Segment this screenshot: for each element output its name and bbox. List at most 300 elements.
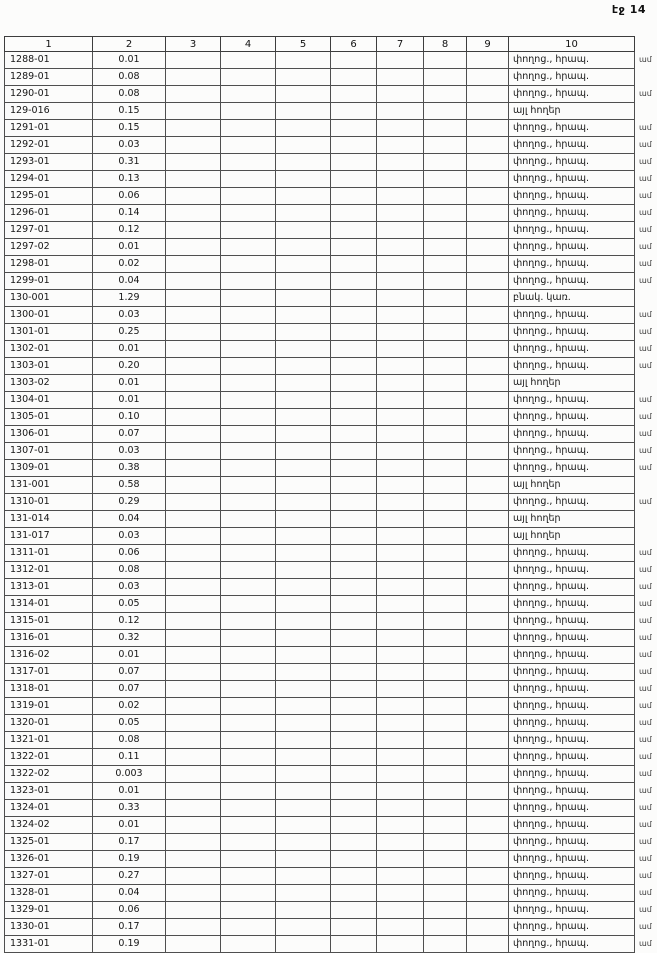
empty-cell bbox=[424, 579, 467, 596]
value-cell: 0.06 bbox=[93, 902, 166, 919]
code-cell: 1316-01 bbox=[5, 630, 93, 647]
empty-cell bbox=[276, 443, 331, 460]
code-cell: 1303-01 bbox=[5, 358, 93, 375]
value-cell: 0.03 bbox=[93, 137, 166, 154]
margin-note: ամ bbox=[639, 327, 652, 336]
empty-cell bbox=[331, 698, 377, 715]
empty-cell bbox=[166, 273, 221, 290]
value-cell: 0.01 bbox=[93, 52, 166, 69]
empty-cell bbox=[166, 936, 221, 953]
empty-cell bbox=[166, 324, 221, 341]
table-row bbox=[5, 698, 657, 715]
empty-cell bbox=[467, 392, 509, 409]
code-cell: 1329-01 bbox=[5, 902, 93, 919]
empty-cell bbox=[467, 698, 509, 715]
value-cell: 0.01 bbox=[93, 341, 166, 358]
category-cell: փողոց., հրապ. bbox=[509, 358, 635, 375]
table-row bbox=[5, 613, 657, 630]
empty-cell bbox=[331, 273, 377, 290]
code-cell: 1316-02 bbox=[5, 647, 93, 664]
category-cell: փողոց., հրապ. bbox=[509, 86, 635, 103]
empty-cell bbox=[276, 902, 331, 919]
empty-cell bbox=[331, 834, 377, 851]
empty-cell bbox=[467, 902, 509, 919]
empty-cell bbox=[377, 290, 424, 307]
empty-cell bbox=[276, 494, 331, 511]
code-cell: 1291-01 bbox=[5, 120, 93, 137]
empty-cell bbox=[424, 868, 467, 885]
empty-cell bbox=[377, 936, 424, 953]
empty-cell bbox=[377, 239, 424, 256]
empty-cell bbox=[276, 851, 331, 868]
category-cell: փողոց., հրապ. bbox=[509, 409, 635, 426]
code-cell: 1293-01 bbox=[5, 154, 93, 171]
empty-cell bbox=[467, 222, 509, 239]
empty-cell bbox=[221, 222, 276, 239]
empty-cell bbox=[377, 154, 424, 171]
value-cell: 0.01 bbox=[93, 392, 166, 409]
empty-cell bbox=[221, 375, 276, 392]
margin-note bbox=[635, 477, 657, 494]
column-header-2: 2 bbox=[93, 37, 166, 52]
category-cell: փողոց., հրապ. bbox=[509, 766, 635, 783]
empty-cell bbox=[221, 86, 276, 103]
code-cell: 1305-01 bbox=[5, 409, 93, 426]
margin-note: ամ bbox=[639, 174, 652, 183]
empty-cell bbox=[467, 885, 509, 902]
empty-cell bbox=[424, 171, 467, 188]
empty-cell bbox=[467, 69, 509, 86]
empty-cell bbox=[424, 834, 467, 851]
code-cell: 1297-01 bbox=[5, 222, 93, 239]
empty-cell bbox=[377, 188, 424, 205]
code-cell: 1311-01 bbox=[5, 545, 93, 562]
empty-cell bbox=[276, 715, 331, 732]
empty-cell bbox=[276, 749, 331, 766]
empty-cell bbox=[467, 52, 509, 69]
empty-cell bbox=[467, 783, 509, 800]
empty-cell bbox=[424, 426, 467, 443]
empty-cell bbox=[276, 817, 331, 834]
empty-cell bbox=[467, 103, 509, 120]
empty-cell bbox=[424, 919, 467, 936]
empty-cell bbox=[331, 851, 377, 868]
code-cell: 1323-01 bbox=[5, 783, 93, 800]
empty-cell bbox=[467, 647, 509, 664]
category-cell: փողոց., հրապ. bbox=[509, 222, 635, 239]
empty-cell bbox=[221, 749, 276, 766]
empty-cell bbox=[221, 426, 276, 443]
table-row bbox=[5, 783, 657, 800]
empty-cell bbox=[221, 715, 276, 732]
empty-cell bbox=[276, 511, 331, 528]
empty-cell bbox=[424, 698, 467, 715]
empty-cell bbox=[331, 545, 377, 562]
empty-cell bbox=[166, 511, 221, 528]
margin-note: ամ bbox=[639, 854, 652, 863]
table-row bbox=[5, 443, 657, 460]
empty-cell bbox=[221, 868, 276, 885]
empty-cell bbox=[467, 205, 509, 222]
category-cell: փողոց., հրապ. bbox=[509, 69, 635, 86]
margin-note: ամ bbox=[639, 871, 652, 880]
empty-cell bbox=[377, 647, 424, 664]
empty-cell bbox=[166, 919, 221, 936]
empty-cell bbox=[166, 307, 221, 324]
empty-cell bbox=[377, 120, 424, 137]
category-cell: փողոց., հրապ. bbox=[509, 647, 635, 664]
empty-cell bbox=[221, 766, 276, 783]
empty-cell bbox=[424, 596, 467, 613]
empty-cell bbox=[424, 477, 467, 494]
value-cell: 0.15 bbox=[93, 103, 166, 120]
category-cell: փողոց., հրապ. bbox=[509, 817, 635, 834]
table-row bbox=[5, 69, 657, 86]
table-row bbox=[5, 290, 657, 307]
empty-cell bbox=[221, 273, 276, 290]
margin-note: ամ bbox=[639, 633, 652, 642]
code-cell: 1324-01 bbox=[5, 800, 93, 817]
empty-cell bbox=[166, 800, 221, 817]
category-cell: փողոց., հրապ. bbox=[509, 120, 635, 137]
code-cell: 1321-01 bbox=[5, 732, 93, 749]
table-row bbox=[5, 154, 657, 171]
empty-cell bbox=[166, 732, 221, 749]
value-cell: 0.08 bbox=[93, 732, 166, 749]
code-cell: 1300-01 bbox=[5, 307, 93, 324]
code-cell: 1288-01 bbox=[5, 52, 93, 69]
code-cell: 1322-01 bbox=[5, 749, 93, 766]
empty-cell bbox=[276, 52, 331, 69]
category-cell: փողոց., հրապ. bbox=[509, 460, 635, 477]
margin-note: ամ bbox=[639, 735, 652, 744]
margin-note bbox=[635, 69, 657, 86]
code-cell: 1320-01 bbox=[5, 715, 93, 732]
empty-cell bbox=[467, 324, 509, 341]
category-cell: փողոց., հրապ. bbox=[509, 205, 635, 222]
value-cell: 0.01 bbox=[93, 647, 166, 664]
value-cell: 0.05 bbox=[93, 715, 166, 732]
empty-cell bbox=[166, 290, 221, 307]
empty-cell bbox=[424, 528, 467, 545]
empty-cell bbox=[221, 596, 276, 613]
empty-cell bbox=[377, 817, 424, 834]
code-cell: 1327-01 bbox=[5, 868, 93, 885]
empty-cell bbox=[424, 766, 467, 783]
empty-cell bbox=[467, 681, 509, 698]
margin-note: ամ bbox=[639, 565, 652, 574]
empty-cell bbox=[377, 834, 424, 851]
code-cell: 1317-01 bbox=[5, 664, 93, 681]
table-row bbox=[5, 902, 657, 919]
empty-cell bbox=[377, 902, 424, 919]
empty-cell bbox=[424, 86, 467, 103]
table-row bbox=[5, 324, 657, 341]
category-cell: փողոց., հրապ. bbox=[509, 562, 635, 579]
empty-cell bbox=[377, 392, 424, 409]
margin-note: ամ bbox=[639, 752, 652, 761]
code-cell: 1295-01 bbox=[5, 188, 93, 205]
empty-cell bbox=[221, 545, 276, 562]
value-cell: 0.03 bbox=[93, 443, 166, 460]
empty-cell bbox=[424, 409, 467, 426]
empty-cell bbox=[467, 341, 509, 358]
empty-cell bbox=[424, 392, 467, 409]
empty-cell bbox=[467, 630, 509, 647]
empty-cell bbox=[424, 562, 467, 579]
empty-cell bbox=[221, 137, 276, 154]
empty-cell bbox=[166, 256, 221, 273]
empty-cell bbox=[331, 443, 377, 460]
category-cell: այլ հողեր bbox=[509, 375, 635, 392]
empty-cell bbox=[166, 69, 221, 86]
empty-cell bbox=[166, 851, 221, 868]
empty-cell bbox=[424, 137, 467, 154]
value-cell: 0.003 bbox=[93, 766, 166, 783]
empty-cell bbox=[377, 715, 424, 732]
empty-cell bbox=[166, 460, 221, 477]
code-cell: 1322-02 bbox=[5, 766, 93, 783]
empty-cell bbox=[331, 885, 377, 902]
table-row bbox=[5, 664, 657, 681]
empty-cell bbox=[166, 647, 221, 664]
empty-cell bbox=[166, 698, 221, 715]
empty-cell bbox=[377, 511, 424, 528]
table-row bbox=[5, 562, 657, 579]
empty-cell bbox=[424, 256, 467, 273]
value-cell: 0.19 bbox=[93, 936, 166, 953]
empty-cell bbox=[467, 579, 509, 596]
empty-cell bbox=[221, 800, 276, 817]
empty-cell bbox=[221, 936, 276, 953]
empty-cell bbox=[467, 256, 509, 273]
category-cell: այլ հողեր bbox=[509, 528, 635, 545]
empty-cell bbox=[166, 528, 221, 545]
code-cell: 1330-01 bbox=[5, 919, 93, 936]
empty-cell bbox=[331, 358, 377, 375]
category-cell: փողոց., հրապ. bbox=[509, 256, 635, 273]
empty-cell bbox=[424, 851, 467, 868]
table-row bbox=[5, 834, 657, 851]
empty-cell bbox=[166, 562, 221, 579]
empty-cell bbox=[331, 205, 377, 222]
empty-cell bbox=[377, 868, 424, 885]
empty-cell bbox=[467, 732, 509, 749]
table-row bbox=[5, 392, 657, 409]
empty-cell bbox=[377, 783, 424, 800]
value-cell: 0.32 bbox=[93, 630, 166, 647]
empty-cell bbox=[166, 749, 221, 766]
empty-cell bbox=[467, 426, 509, 443]
empty-cell bbox=[221, 613, 276, 630]
empty-cell bbox=[331, 477, 377, 494]
value-cell: 1.29 bbox=[93, 290, 166, 307]
empty-cell bbox=[331, 426, 377, 443]
empty-cell bbox=[221, 409, 276, 426]
value-cell: 0.15 bbox=[93, 120, 166, 137]
value-cell: 0.01 bbox=[93, 817, 166, 834]
value-cell: 0.12 bbox=[93, 613, 166, 630]
table-row bbox=[5, 222, 657, 239]
code-cell: 1298-01 bbox=[5, 256, 93, 273]
empty-cell bbox=[377, 443, 424, 460]
code-cell: 1299-01 bbox=[5, 273, 93, 290]
empty-cell bbox=[467, 137, 509, 154]
table-row bbox=[5, 800, 657, 817]
category-cell: փողոց., հրապ. bbox=[509, 579, 635, 596]
category-cell: փողոց., հրապ. bbox=[509, 154, 635, 171]
empty-cell bbox=[166, 205, 221, 222]
value-cell: 0.07 bbox=[93, 681, 166, 698]
margin-note: ամ bbox=[639, 242, 652, 251]
empty-cell bbox=[331, 800, 377, 817]
empty-cell bbox=[221, 681, 276, 698]
empty-cell bbox=[221, 834, 276, 851]
empty-cell bbox=[377, 375, 424, 392]
empty-cell bbox=[467, 766, 509, 783]
margin-note bbox=[635, 511, 657, 528]
empty-cell bbox=[276, 392, 331, 409]
category-cell: փողոց., հրապ. bbox=[509, 392, 635, 409]
category-cell: փողոց., հրապ. bbox=[509, 171, 635, 188]
empty-cell bbox=[276, 885, 331, 902]
empty-cell bbox=[424, 222, 467, 239]
empty-cell bbox=[331, 137, 377, 154]
empty-cell bbox=[221, 919, 276, 936]
empty-cell bbox=[377, 171, 424, 188]
table-row bbox=[5, 749, 657, 766]
value-cell: 0.07 bbox=[93, 426, 166, 443]
margin-note bbox=[635, 375, 657, 392]
empty-cell bbox=[377, 664, 424, 681]
empty-cell bbox=[467, 460, 509, 477]
empty-cell bbox=[331, 239, 377, 256]
empty-cell bbox=[276, 800, 331, 817]
code-cell: 1307-01 bbox=[5, 443, 93, 460]
table-row bbox=[5, 358, 657, 375]
value-cell: 0.10 bbox=[93, 409, 166, 426]
table-row bbox=[5, 86, 657, 103]
category-cell: փողոց., հրապ. bbox=[509, 851, 635, 868]
empty-cell bbox=[331, 375, 377, 392]
empty-cell bbox=[221, 511, 276, 528]
code-cell: 1294-01 bbox=[5, 171, 93, 188]
table-row bbox=[5, 545, 657, 562]
code-cell: 131-001 bbox=[5, 477, 93, 494]
empty-cell bbox=[166, 477, 221, 494]
empty-cell bbox=[166, 766, 221, 783]
empty-cell bbox=[276, 256, 331, 273]
category-cell: փողոց., հրապ. bbox=[509, 494, 635, 511]
table-row bbox=[5, 766, 657, 783]
empty-cell bbox=[331, 307, 377, 324]
value-cell: 0.05 bbox=[93, 596, 166, 613]
empty-cell bbox=[331, 647, 377, 664]
margin-note: ամ bbox=[639, 140, 652, 149]
empty-cell bbox=[331, 460, 377, 477]
value-cell: 0.04 bbox=[93, 273, 166, 290]
category-cell: այլ հողեր bbox=[509, 103, 635, 120]
empty-cell bbox=[221, 239, 276, 256]
margin-note: ամ bbox=[639, 684, 652, 693]
table-row bbox=[5, 375, 657, 392]
table-row bbox=[5, 205, 657, 222]
margin-note: ամ bbox=[639, 497, 652, 506]
category-cell: փողոց., հրապ. bbox=[509, 885, 635, 902]
empty-cell bbox=[276, 426, 331, 443]
category-cell: փողոց., հրապ. bbox=[509, 664, 635, 681]
value-cell: 0.02 bbox=[93, 256, 166, 273]
empty-cell bbox=[221, 732, 276, 749]
empty-cell bbox=[331, 154, 377, 171]
empty-cell bbox=[377, 222, 424, 239]
category-cell: փողոց., հրապ. bbox=[509, 341, 635, 358]
value-cell: 0.20 bbox=[93, 358, 166, 375]
empty-cell bbox=[377, 545, 424, 562]
empty-cell bbox=[166, 120, 221, 137]
empty-cell bbox=[424, 52, 467, 69]
code-cell: 1296-01 bbox=[5, 205, 93, 222]
empty-cell bbox=[377, 103, 424, 120]
value-cell: 0.02 bbox=[93, 698, 166, 715]
empty-cell bbox=[166, 715, 221, 732]
margin-note: ամ bbox=[639, 259, 652, 268]
value-cell: 0.03 bbox=[93, 579, 166, 596]
category-cell: փողոց., հրապ. bbox=[509, 613, 635, 630]
empty-cell bbox=[424, 800, 467, 817]
empty-cell bbox=[221, 783, 276, 800]
margin-note: ամ bbox=[639, 191, 652, 200]
column-header-3: 3 bbox=[166, 37, 221, 52]
table-row bbox=[5, 885, 657, 902]
value-cell: 0.04 bbox=[93, 885, 166, 902]
value-cell: 0.38 bbox=[93, 460, 166, 477]
column-header-6: 6 bbox=[331, 37, 377, 52]
code-cell: 1289-01 bbox=[5, 69, 93, 86]
margin-note: ամ bbox=[639, 208, 652, 217]
empty-cell bbox=[221, 528, 276, 545]
category-cell: փողոց., հրապ. bbox=[509, 426, 635, 443]
empty-cell bbox=[221, 698, 276, 715]
empty-cell bbox=[377, 69, 424, 86]
empty-cell bbox=[467, 511, 509, 528]
value-cell: 0.11 bbox=[93, 749, 166, 766]
empty-cell bbox=[276, 647, 331, 664]
empty-cell bbox=[331, 392, 377, 409]
empty-cell bbox=[166, 188, 221, 205]
empty-cell bbox=[276, 69, 331, 86]
code-cell: 1301-01 bbox=[5, 324, 93, 341]
empty-cell bbox=[276, 120, 331, 137]
header-row bbox=[5, 37, 657, 52]
code-cell: 1325-01 bbox=[5, 834, 93, 851]
value-cell: 0.03 bbox=[93, 307, 166, 324]
empty-cell bbox=[424, 120, 467, 137]
empty-cell bbox=[467, 290, 509, 307]
empty-cell bbox=[166, 426, 221, 443]
code-cell: 1326-01 bbox=[5, 851, 93, 868]
empty-cell bbox=[467, 188, 509, 205]
empty-cell bbox=[467, 120, 509, 137]
column-header-4: 4 bbox=[221, 37, 276, 52]
empty-cell bbox=[377, 562, 424, 579]
empty-cell bbox=[166, 375, 221, 392]
empty-cell bbox=[221, 579, 276, 596]
empty-cell bbox=[221, 341, 276, 358]
empty-cell bbox=[331, 222, 377, 239]
empty-cell bbox=[331, 256, 377, 273]
value-cell: 0.01 bbox=[93, 783, 166, 800]
